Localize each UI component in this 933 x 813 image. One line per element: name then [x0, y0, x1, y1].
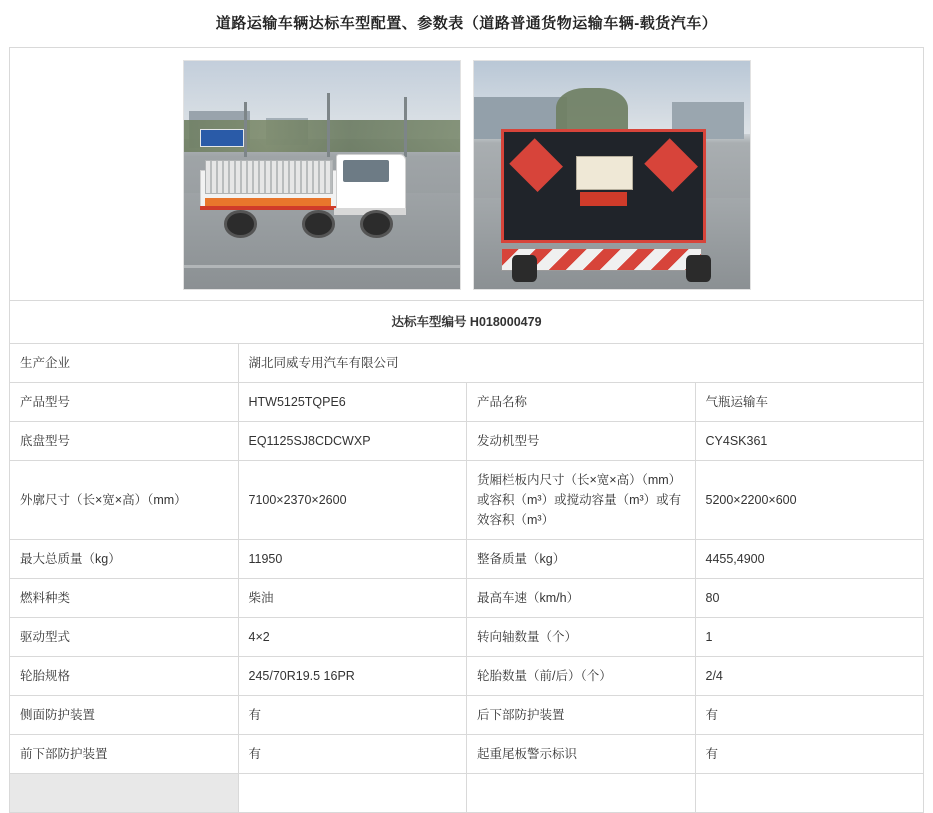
photo-row: [10, 48, 924, 301]
row-value-2: 1: [695, 618, 924, 657]
table-row-partial: [10, 774, 924, 813]
table-row: [10, 461, 924, 540]
row-value: 7100×2370×2600: [238, 461, 467, 540]
row-label: 底盘型号: [10, 422, 239, 461]
row-value-2: 80: [695, 579, 924, 618]
row-label-2: 产品名称: [467, 383, 696, 422]
row-label-2: 后下部防护装置: [467, 696, 696, 735]
table-row: [10, 618, 924, 657]
row-label: 最大总质量（kg）: [10, 540, 239, 579]
row-value-2: CY4SK361: [695, 422, 924, 461]
row-label-2: 整备质量（kg）: [467, 540, 696, 579]
row-value: 湖北同威专用汽车有限公司: [238, 344, 924, 383]
row-value-2: 4455,4900: [695, 540, 924, 579]
row-value: 柴油: [238, 579, 467, 618]
page-title: 道路运输车辆达标车型配置、参数表（道路普通货物运输车辆-载货汽车）: [215, 15, 718, 32]
row-value-2: 气瓶运输车: [695, 383, 924, 422]
table-row: [10, 344, 924, 383]
row-label-2: 发动机型号: [467, 422, 696, 461]
row-value-2: 2/4: [695, 657, 924, 696]
row-label: 轮胎规格: [10, 657, 239, 696]
table-row: [10, 422, 924, 461]
row-value-2: 有: [695, 696, 924, 735]
row-label: 驱动型式: [10, 618, 239, 657]
row-value: 有: [238, 696, 467, 735]
row-label: 产品型号: [10, 383, 239, 422]
row-value-2: 有: [695, 735, 924, 774]
row-label-2: 转向轴数量（个）: [467, 618, 696, 657]
row-label-2: 轮胎数量（前/后）（个）: [467, 657, 696, 696]
row-label: 前下部防护装置: [10, 735, 239, 774]
row-label-2: 起重尾板警示标识: [467, 735, 696, 774]
row-label: 外廓尺寸（长×宽×高）（mm）: [10, 461, 239, 540]
photo-cell: [10, 48, 924, 301]
row-value: EQ1125SJ8CDCWXP: [238, 422, 467, 461]
truck-side-view-photo: [183, 60, 461, 290]
row-value: 11950: [238, 540, 467, 579]
model-number-heading: 达标车型编号 H018000479: [10, 301, 924, 344]
row-value: 4×2: [238, 618, 467, 657]
table-row: [10, 540, 924, 579]
model-number-row: [10, 301, 924, 344]
table-row: [10, 579, 924, 618]
table-row: [10, 383, 924, 422]
row-label-2: 货厢栏板内尺寸（长×宽×高）（mm）或容积（m³）或搅动容量（m³）或有效容积（m³）: [467, 461, 696, 540]
table-row: [10, 735, 924, 774]
row-label-2: 最高车速（km/h）: [467, 579, 696, 618]
row-label-partial: [10, 774, 239, 813]
row-value: 245/70R19.5 16PR: [238, 657, 467, 696]
row-label: 侧面防护装置: [10, 696, 239, 735]
row-value-partial: [238, 774, 467, 813]
row-label: 燃料种类: [10, 579, 239, 618]
spec-table: [9, 47, 924, 813]
table-row: [10, 657, 924, 696]
table-row: [10, 696, 924, 735]
row-value: 有: [238, 735, 467, 774]
row-value-2: 5200×2200×600: [695, 461, 924, 540]
truck-rear-view-photo: [473, 60, 751, 290]
row-value-2-partial: [695, 774, 924, 813]
row-label: 生产企业: [10, 344, 239, 383]
row-value: HTW5125TQPE6: [238, 383, 467, 422]
row-label-2-partial: [467, 774, 696, 813]
